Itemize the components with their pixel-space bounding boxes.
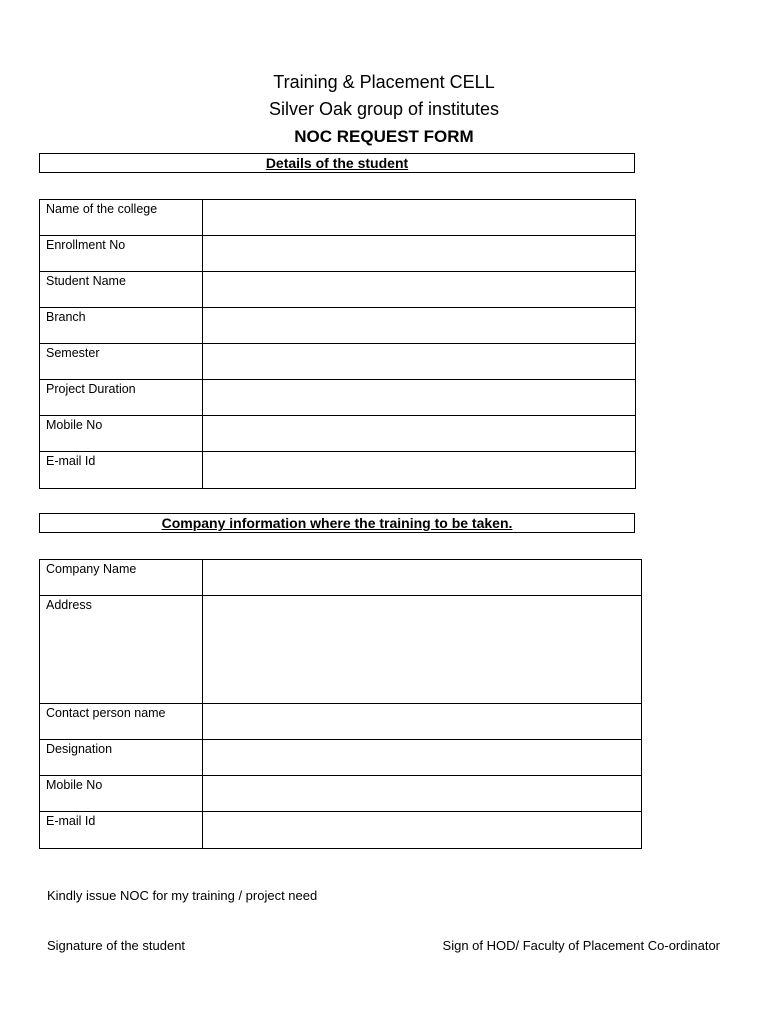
form-title: NOC REQUEST FORM bbox=[294, 127, 474, 146]
header-line-1: Training & Placement CELL bbox=[273, 72, 495, 92]
table-row bbox=[40, 416, 636, 452]
semester-field[interactable] bbox=[203, 344, 636, 380]
table-row bbox=[40, 776, 642, 812]
table-row bbox=[40, 272, 636, 308]
field-label: E-mail Id bbox=[40, 452, 203, 489]
contact-person-field[interactable] bbox=[203, 704, 642, 740]
table-row bbox=[40, 560, 642, 596]
field-label: Mobile No bbox=[40, 416, 203, 452]
project-duration-field[interactable] bbox=[203, 380, 636, 416]
company-mobile-field[interactable] bbox=[203, 776, 642, 812]
table-row bbox=[40, 344, 636, 380]
table-row bbox=[40, 812, 642, 849]
field-label: Name of the college bbox=[40, 200, 203, 236]
address-field[interactable] bbox=[203, 596, 642, 704]
table-row bbox=[40, 740, 642, 776]
enrollment-no-field[interactable] bbox=[203, 236, 636, 272]
student-signature-label: Signature of the student bbox=[47, 938, 186, 953]
company-name-field[interactable] bbox=[203, 560, 642, 596]
student-mobile-field[interactable] bbox=[203, 416, 636, 452]
field-label: Designation bbox=[40, 740, 203, 776]
noc-request-text: Kindly issue NOC for my training / project need bbox=[47, 888, 318, 903]
designation-field[interactable] bbox=[203, 740, 642, 776]
field-label: Contact person name bbox=[40, 704, 203, 740]
student-details-table bbox=[39, 199, 636, 489]
field-label: E-mail Id bbox=[40, 812, 203, 849]
table-row bbox=[40, 200, 636, 236]
table-row bbox=[40, 308, 636, 344]
college-name-field[interactable] bbox=[203, 200, 636, 236]
field-label: Semester bbox=[40, 344, 203, 380]
field-label: Company Name bbox=[40, 560, 203, 596]
student-name-field[interactable] bbox=[203, 272, 636, 308]
field-label: Address bbox=[40, 596, 203, 704]
field-label: Student Name bbox=[40, 272, 203, 308]
field-label: Enrollment No bbox=[40, 236, 203, 272]
branch-field[interactable] bbox=[203, 308, 636, 344]
table-row bbox=[40, 452, 636, 489]
table-row bbox=[40, 236, 636, 272]
table-row bbox=[40, 596, 642, 704]
company-details-table bbox=[39, 559, 642, 849]
company-section-title: Company information where the training to be taken. bbox=[39, 513, 635, 533]
student-email-field[interactable] bbox=[203, 452, 636, 489]
field-label: Branch bbox=[40, 308, 203, 344]
table-row bbox=[40, 380, 636, 416]
field-label: Mobile No bbox=[40, 776, 203, 812]
table-row bbox=[40, 704, 642, 740]
company-email-field[interactable] bbox=[203, 812, 642, 849]
student-section-title: Details of the student bbox=[39, 153, 635, 173]
header-line-2: Silver Oak group of institutes bbox=[268, 99, 500, 119]
hod-signature-label: Sign of HOD/ Faculty of Placement Co-ordinator bbox=[442, 938, 720, 953]
field-label: Project Duration bbox=[40, 380, 203, 416]
